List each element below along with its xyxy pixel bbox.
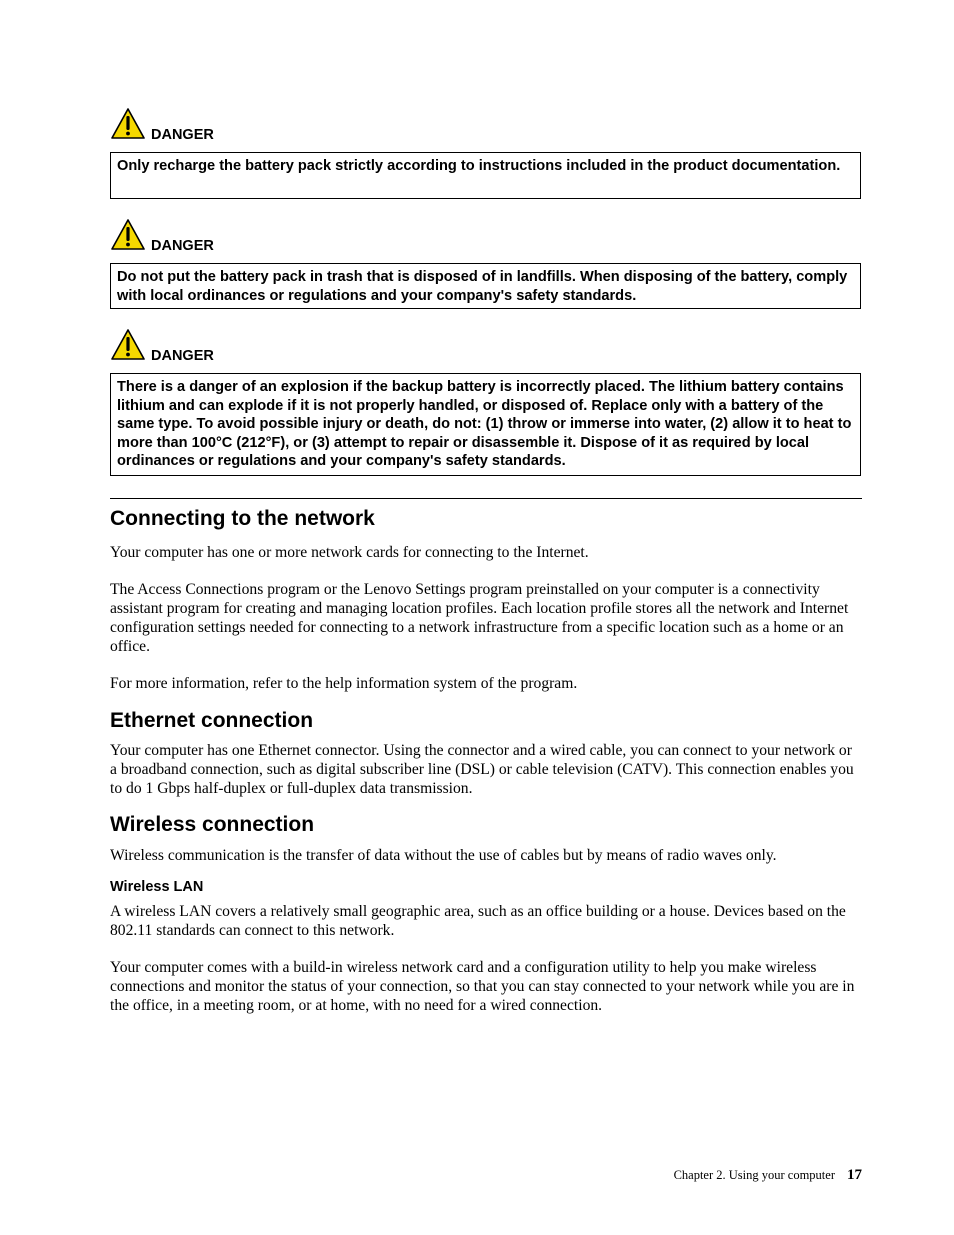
paragraph: For more information, refer to the help information system of the program. (110, 675, 578, 692)
section-divider (110, 498, 862, 499)
page-footer (674, 1167, 862, 1184)
danger-label: DANGER (151, 127, 214, 143)
warning-triangle-icon (110, 328, 146, 362)
paragraph: Your computer has one or more network cards for connecting to the Internet. (110, 544, 589, 561)
subsection-heading-wireless-lan: Wireless LAN (110, 879, 204, 895)
paragraph: The Access Connections program or the Lenovo Settings program preinstalled on your computer is a connectivity assistant program for creating and managing location profiles. Each location profile stores all the network and Internet configuration settings needed for connecting to a network infrastructure from a specific location such as a home or an office. (110, 581, 849, 655)
paragraph: Wireless communication is the transfer of data without the use of cables but by means of radio waves only. (110, 847, 777, 864)
warning-triangle-icon (110, 218, 146, 252)
danger-heading (110, 218, 410, 252)
paragraph: Your computer has one Ethernet connector. Using the connector and a wired cable, you can connect to your network or a broadband connection, such as digital subscriber line (DSL) or cable television (CATV). This connection enables you to do 1 Gbps half-duplex or full-duplex data transmission. (110, 742, 854, 797)
chapter-title: Chapter 2. Using your computer (673, 1168, 835, 1182)
danger-heading (110, 328, 410, 362)
danger-heading (110, 107, 410, 141)
page-number: 17 (847, 1167, 862, 1183)
paragraph: Your computer comes with a build-in wireless network card and a configuration utility to help you make wireless connections and monitor the status of your connection, so that you can stay connected to your network while you are in the office, in a meeting room, or at home, with no need for a wired connection. (110, 959, 855, 1014)
section-heading-wireless: Wireless connection (110, 813, 315, 836)
section-heading-ethernet: Ethernet connection (110, 709, 314, 732)
danger-notice-box: There is a danger of an explosion if the backup battery is incorrectly placed. The lithium battery contains lithium and can explode if it is not properly handled, or disposed of. Replace only with a battery of the same type. To avoid possible injury or death, do not: (1) throw or immerse into water, (2) allow it to heat to more than 100°C (212°F), or (3) attempt to repair or disassemble it. Dispose of it as required by local ordinances or regulations and your company's safety standards. (110, 373, 861, 476)
section-heading-connecting: Connecting to the network (110, 507, 375, 530)
danger-notice-box: Only recharge the battery pack strictly according to instructions included in the product documentation. (110, 152, 861, 199)
danger-label: DANGER (151, 348, 214, 364)
danger-notice-box: Do not put the battery pack in trash that is disposed of in landfills. When disposing of the battery, comply with local ordinances or regulations and your company's safety standards. (110, 263, 861, 309)
paragraph: A wireless LAN covers a relatively small geographic area, such as an office building or a house. Devices based on the 802.11 standards can connect to this network. (110, 903, 846, 939)
danger-label: DANGER (151, 238, 214, 254)
warning-triangle-icon (110, 107, 146, 141)
